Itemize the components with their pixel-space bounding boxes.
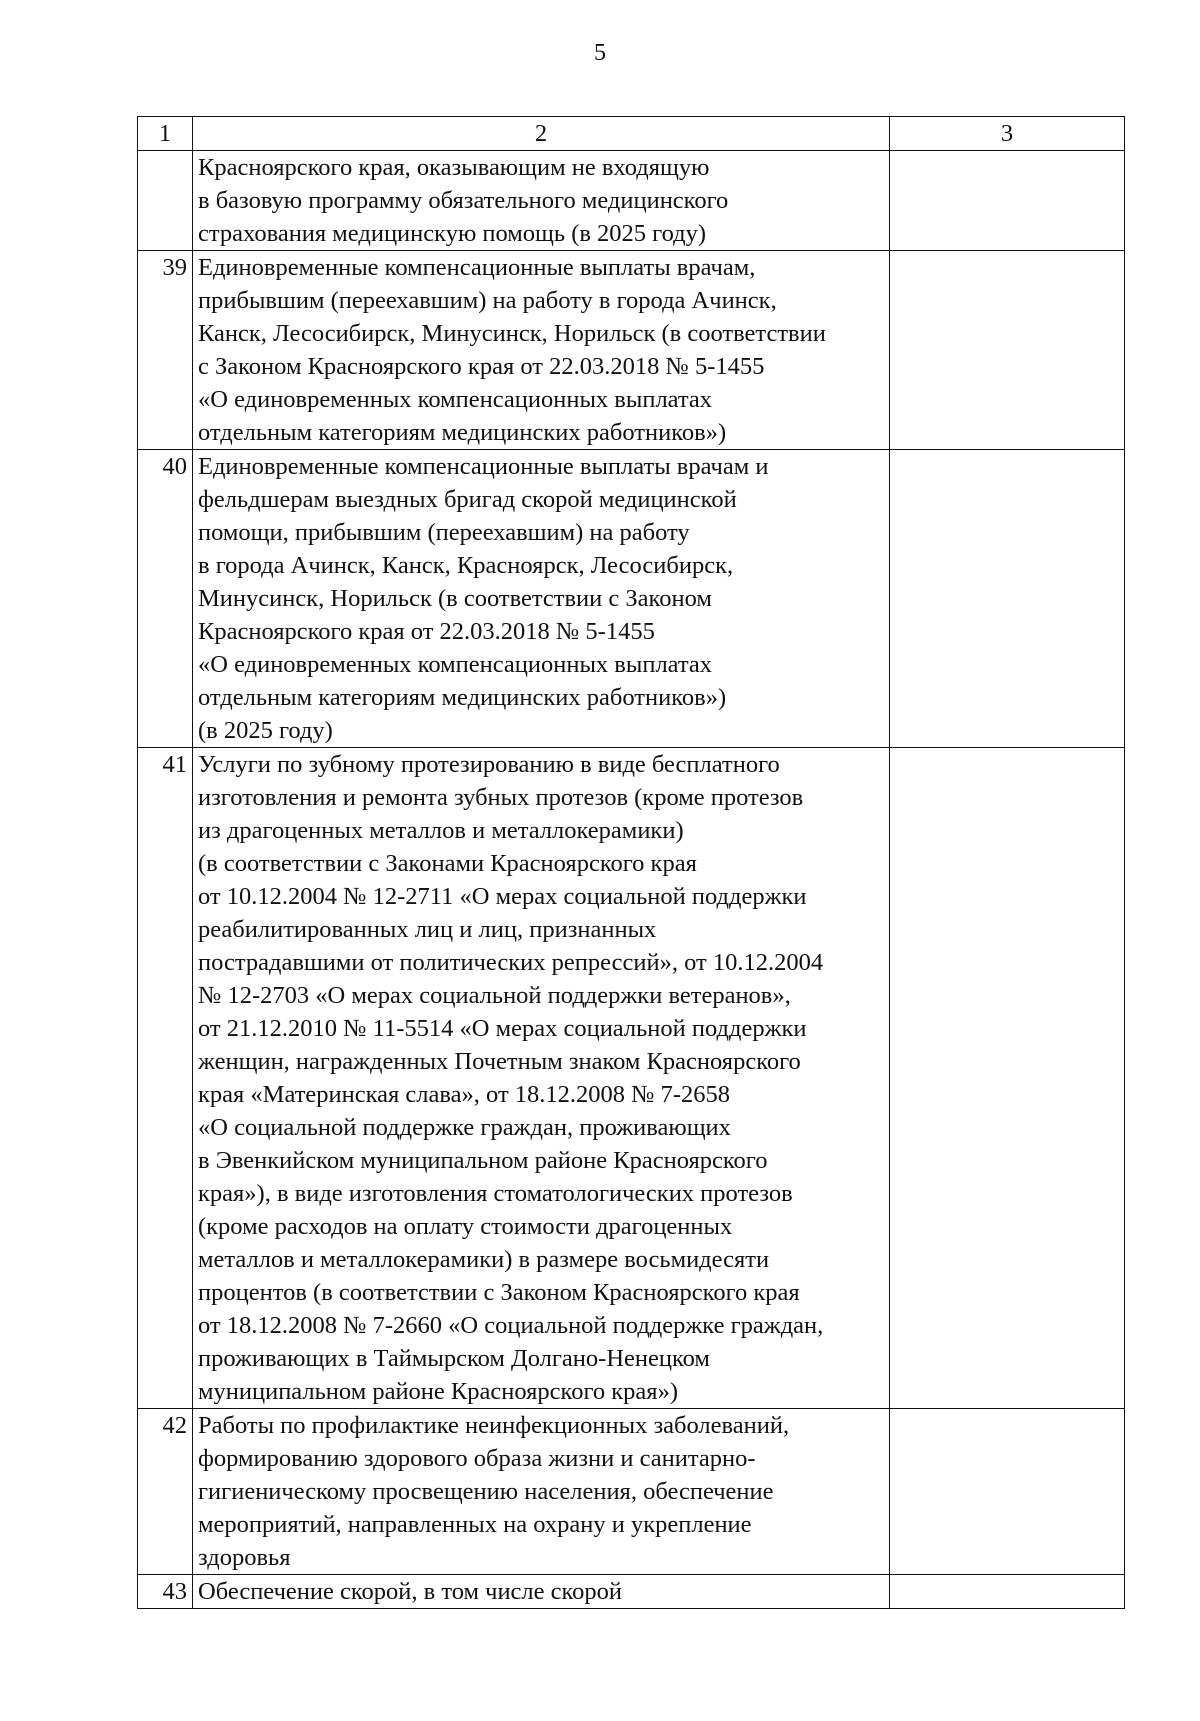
- description-line: процентов (в соответствии с Законом Красноярского края: [198, 1279, 800, 1306]
- description-line: помощи, прибывшим (переехавшим) на работу: [198, 519, 690, 546]
- description-line: металлов и металлокерамики) в размере восьмидесяти: [198, 1246, 770, 1273]
- row-column-3: [890, 748, 1125, 1409]
- row-description: [193, 450, 890, 748]
- description-line: гигиеническому просвещению населения, обеспечение: [198, 1478, 774, 1505]
- table-row: [138, 251, 1125, 450]
- description-line: здоровья: [198, 1544, 291, 1571]
- row-description: [193, 251, 890, 450]
- description-line: из драгоценных металлов и металлокерамики): [198, 817, 684, 844]
- table-row: [138, 151, 1125, 251]
- description-line: от 18.12.2008 № 7-2660 «О социальной поддержке граждан,: [198, 1312, 824, 1339]
- page-number: 5: [594, 40, 606, 66]
- column-header-3: 3: [890, 117, 1125, 151]
- description-line: «О социальной поддержке граждан, проживающих: [198, 1114, 731, 1141]
- description-line: края «Материнская слава», от 18.12.2008 № 7-2658: [198, 1081, 731, 1108]
- description-line: края»), в виде изготовления стоматологических протезов: [198, 1180, 793, 1207]
- row-number: 39: [138, 251, 193, 450]
- description-line: с Законом Красноярского края от 22.03.2018 № 5-1455: [198, 353, 765, 380]
- description-line: страхования медицинскую помощь (в 2025 году): [198, 220, 707, 247]
- description-line: пострадавшими от политических репрессий», от 10.12.2004: [198, 949, 824, 976]
- description-line: в базовую программу обязательного медицинского: [198, 187, 729, 214]
- row-column-3: [890, 450, 1125, 748]
- description-line: отдельным категориям медицинских работников»): [198, 684, 727, 711]
- column-header-1: 1: [138, 117, 193, 151]
- table-row: [138, 1575, 1125, 1609]
- description-line: Услуги по зубному протезированию в виде бесплатного: [198, 751, 780, 778]
- row-column-3: [890, 1575, 1125, 1609]
- description-line: формированию здорового образа жизни и санитарно-: [198, 1445, 756, 1472]
- description-line: прибывшим (переехавшим) на работу в города Ачинск,: [198, 287, 777, 314]
- description-line: фельдшерам выездных бригад скорой медицинской: [198, 486, 737, 513]
- table-header-row: [138, 117, 1125, 151]
- description-line: «О единовременных компенсационных выплатах: [198, 651, 713, 678]
- description-line: мероприятий, направленных на охрану и укрепление: [198, 1511, 752, 1538]
- description-line: Работы по профилактике неинфекционных заболеваний,: [198, 1412, 790, 1439]
- description-line: (в соответствии с Законами Красноярского края: [198, 850, 697, 877]
- column-header-2: 2: [193, 117, 890, 151]
- row-number: 42: [138, 1409, 193, 1575]
- description-line: отдельным категориям медицинских работников»): [198, 419, 727, 446]
- description-line: Канск, Лесосибирск, Минусинск, Норильск (в соответствии: [198, 320, 826, 347]
- row-column-3: [890, 1409, 1125, 1575]
- description-line: Минусинск, Норильск (в соответствии с Законом: [198, 585, 712, 612]
- description-line: Единовременные компенсационные выплаты врачам,: [198, 254, 756, 281]
- row-number: 41: [138, 748, 193, 1409]
- services-table: [137, 116, 1125, 1609]
- description-line: Обеспечение скорой, в том числе скорой: [198, 1578, 623, 1605]
- row-number: 43: [138, 1575, 193, 1609]
- description-line: (в 2025 году): [198, 717, 333, 744]
- description-line: в Эвенкийском муниципальном районе Красноярского: [198, 1147, 768, 1174]
- row-description: [193, 748, 890, 1409]
- description-line: «О единовременных компенсационных выплатах: [198, 386, 713, 413]
- row-description: [193, 151, 890, 251]
- description-line: проживающих в Таймырском Долгано-Ненецком: [198, 1345, 710, 1372]
- description-line: в города Ачинск, Канск, Красноярск, Лесосибирск,: [198, 552, 734, 579]
- description-line: муниципальном районе Красноярского края»): [198, 1378, 678, 1405]
- row-description: [193, 1409, 890, 1575]
- description-line: Красноярского края, оказывающим не входящую: [198, 154, 710, 181]
- description-line: Единовременные компенсационные выплаты врачам и: [198, 453, 769, 480]
- description-line: от 21.12.2010 № 11-5514 «О мерах социальной поддержки: [198, 1015, 807, 1042]
- row-column-3: [890, 251, 1125, 450]
- description-line: реабилитированных лиц и лиц, признанных: [198, 916, 657, 943]
- row-number: 40: [138, 450, 193, 748]
- description-line: (кроме расходов на оплату стоимости драгоценных: [198, 1213, 733, 1240]
- description-line: женщин, награжденных Почетным знаком Красноярского: [198, 1048, 801, 1075]
- row-column-3: [890, 151, 1125, 251]
- table-row: [138, 1409, 1125, 1575]
- description-line: изготовления и ремонта зубных протезов (кроме протезов: [198, 784, 804, 811]
- row-number: [138, 151, 193, 251]
- description-line: № 12-2703 «О мерах социальной поддержки ветеранов»,: [198, 982, 791, 1009]
- table-row: [138, 748, 1125, 1409]
- description-line: от 10.12.2004 № 12-2711 «О мерах социальной поддержки: [198, 883, 807, 910]
- description-line: Красноярского края от 22.03.2018 № 5-1455: [198, 618, 655, 645]
- table-row: [138, 450, 1125, 748]
- row-description: [193, 1575, 890, 1609]
